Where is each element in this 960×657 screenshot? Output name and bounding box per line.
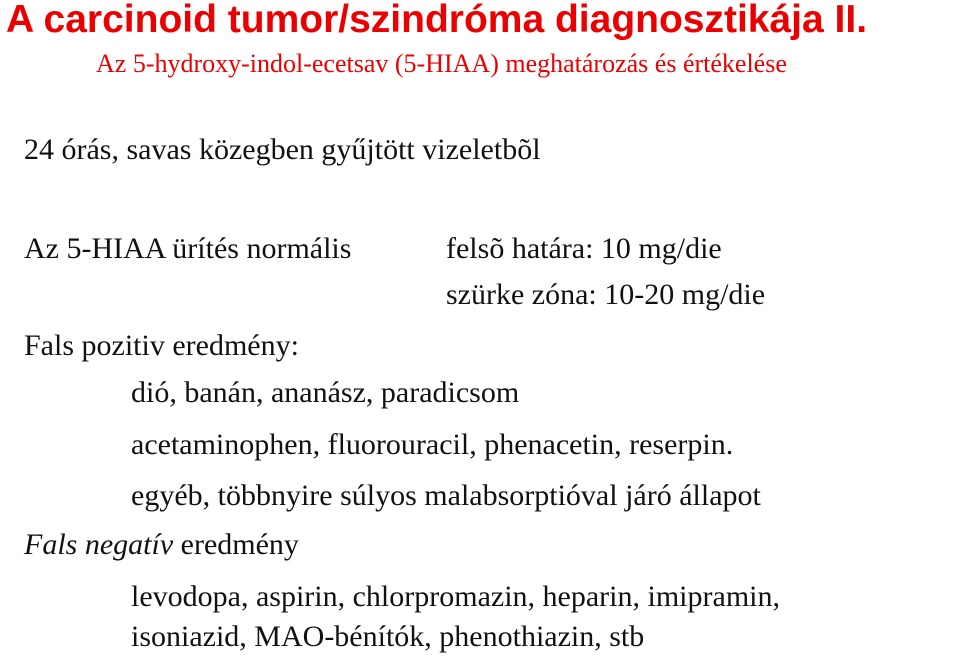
- false-positive-item-food: dió, banán, ananász, paradicsom: [131, 376, 520, 409]
- slide-subtitle: Az 5-hydroxy-indol-ecetsav (5-HIAA) meghatározás és értékelése: [96, 49, 787, 78]
- false-positive-item-drugs: acetaminophen, fluorouracil, phenacetin, reserpin.: [131, 428, 734, 461]
- false-positive-label: Fals pozitiv eredmény:: [24, 329, 299, 362]
- false-negative-label-italic: Fals negatív: [24, 528, 174, 561]
- false-negative-label-rest: eredmény: [173, 528, 299, 561]
- normal-upper-limit: felsõ határa: 10 mg/die: [446, 232, 722, 265]
- false-positive-item-other: egyéb, többnyire súlyos malabsorptióval járó állapot: [131, 479, 761, 512]
- false-negative-label: [24, 530, 299, 560]
- normal-label: Az 5-HIAA ürítés normális: [24, 232, 352, 265]
- grey-zone: szürke zóna: 10-20 mg/die: [446, 278, 766, 311]
- false-negative-item-1: levodopa, aspirin, chlorpromazin, heparin, imipramin,: [131, 580, 780, 613]
- slide-title: A carcinoid tumor/szindróma diagnosztikája II.: [6, 0, 868, 41]
- false-negative-item-2: isoniazid, MAO-bénítók, phenothiazin, stb: [131, 620, 645, 653]
- sample-description: 24 órás, savas közegben gyűjtött vizeletbõl: [24, 133, 541, 166]
